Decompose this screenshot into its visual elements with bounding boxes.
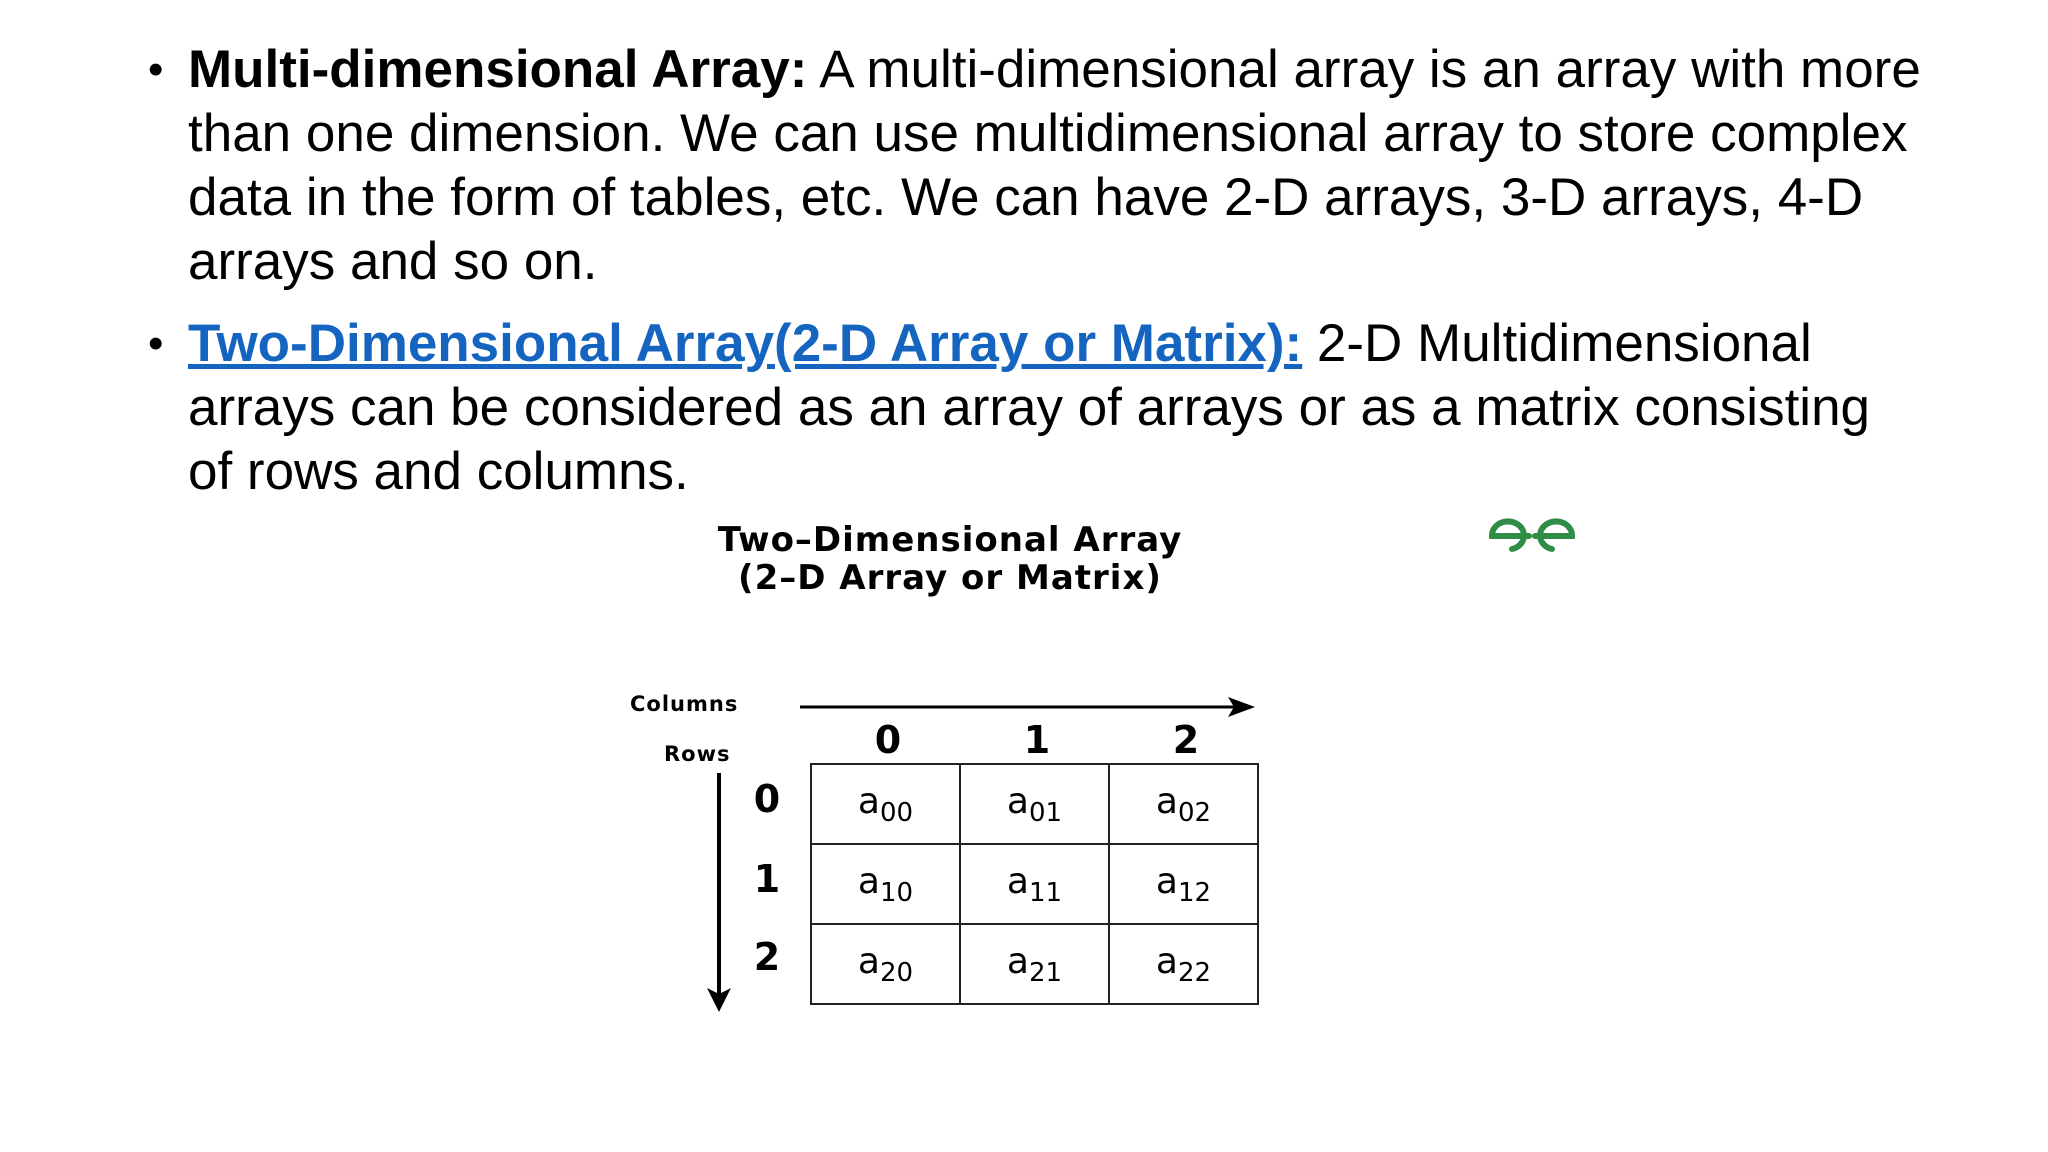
bullet-text: A multi-dimensional array is an array with more than one dimension. We can use multidimensional array to store complex data in the form of tables, etc. We can have 2-D arrays, 3-D arrays, 4-D arrays and so on. <box>188 40 1921 291</box>
row-index-1: 1 <box>753 857 781 901</box>
rows-label: Rows <box>664 742 731 766</box>
matrix-row <box>811 924 1258 1004</box>
column-index-1: 1 <box>1023 718 1051 762</box>
column-index-2: 2 <box>1172 718 1200 762</box>
bullet-two-dimensional <box>148 312 1928 504</box>
bullet-dot-icon: • <box>148 45 164 94</box>
columns-label: Columns <box>630 692 739 716</box>
matrix-cell: $a_{22}$ <box>1109 924 1258 1004</box>
matrix-row <box>811 764 1258 844</box>
row-index-0: 0 <box>753 777 781 821</box>
bullet-dot-icon: • <box>148 319 164 368</box>
matrix-cell: $a_{21}$ <box>960 924 1109 1004</box>
matrix-cell: $a_{10}$ <box>811 844 960 924</box>
matrix-cell: $a_{02}$ <box>1109 764 1258 844</box>
matrix-cell: $a_{12}$ <box>1109 844 1258 924</box>
bullet-text: 2-D Multidimensional arrays can be considered as an array of arrays or as a matrix consisting of rows and columns. <box>188 314 1871 501</box>
two-d-array-diagram <box>620 520 1620 1040</box>
bullet-list <box>148 38 1928 504</box>
row-index-2: 2 <box>753 935 781 979</box>
two-dimensional-array-link[interactable]: Two-Dimensional Array(2-D Array or Matrix): <box>188 314 1303 373</box>
diagram-title-line2: (2–D Array or Matrix) <box>738 558 1162 598</box>
term-multi-dimensional: Multi-dimensional Array: <box>188 40 808 99</box>
matrix-grid <box>810 763 1259 1005</box>
matrix-cell: $a_{01}$ <box>960 764 1109 844</box>
matrix-row <box>811 844 1258 924</box>
diagram-title-line1: Two–Dimensional Array <box>717 520 1183 560</box>
bullet-multi-dimensional <box>148 38 1928 294</box>
matrix-cell: $a_{20}$ <box>811 924 960 1004</box>
matrix-cell: $a_{11}$ <box>960 844 1109 924</box>
matrix-cell: $a_{00}$ <box>811 764 960 844</box>
column-index-0: 0 <box>874 718 902 762</box>
